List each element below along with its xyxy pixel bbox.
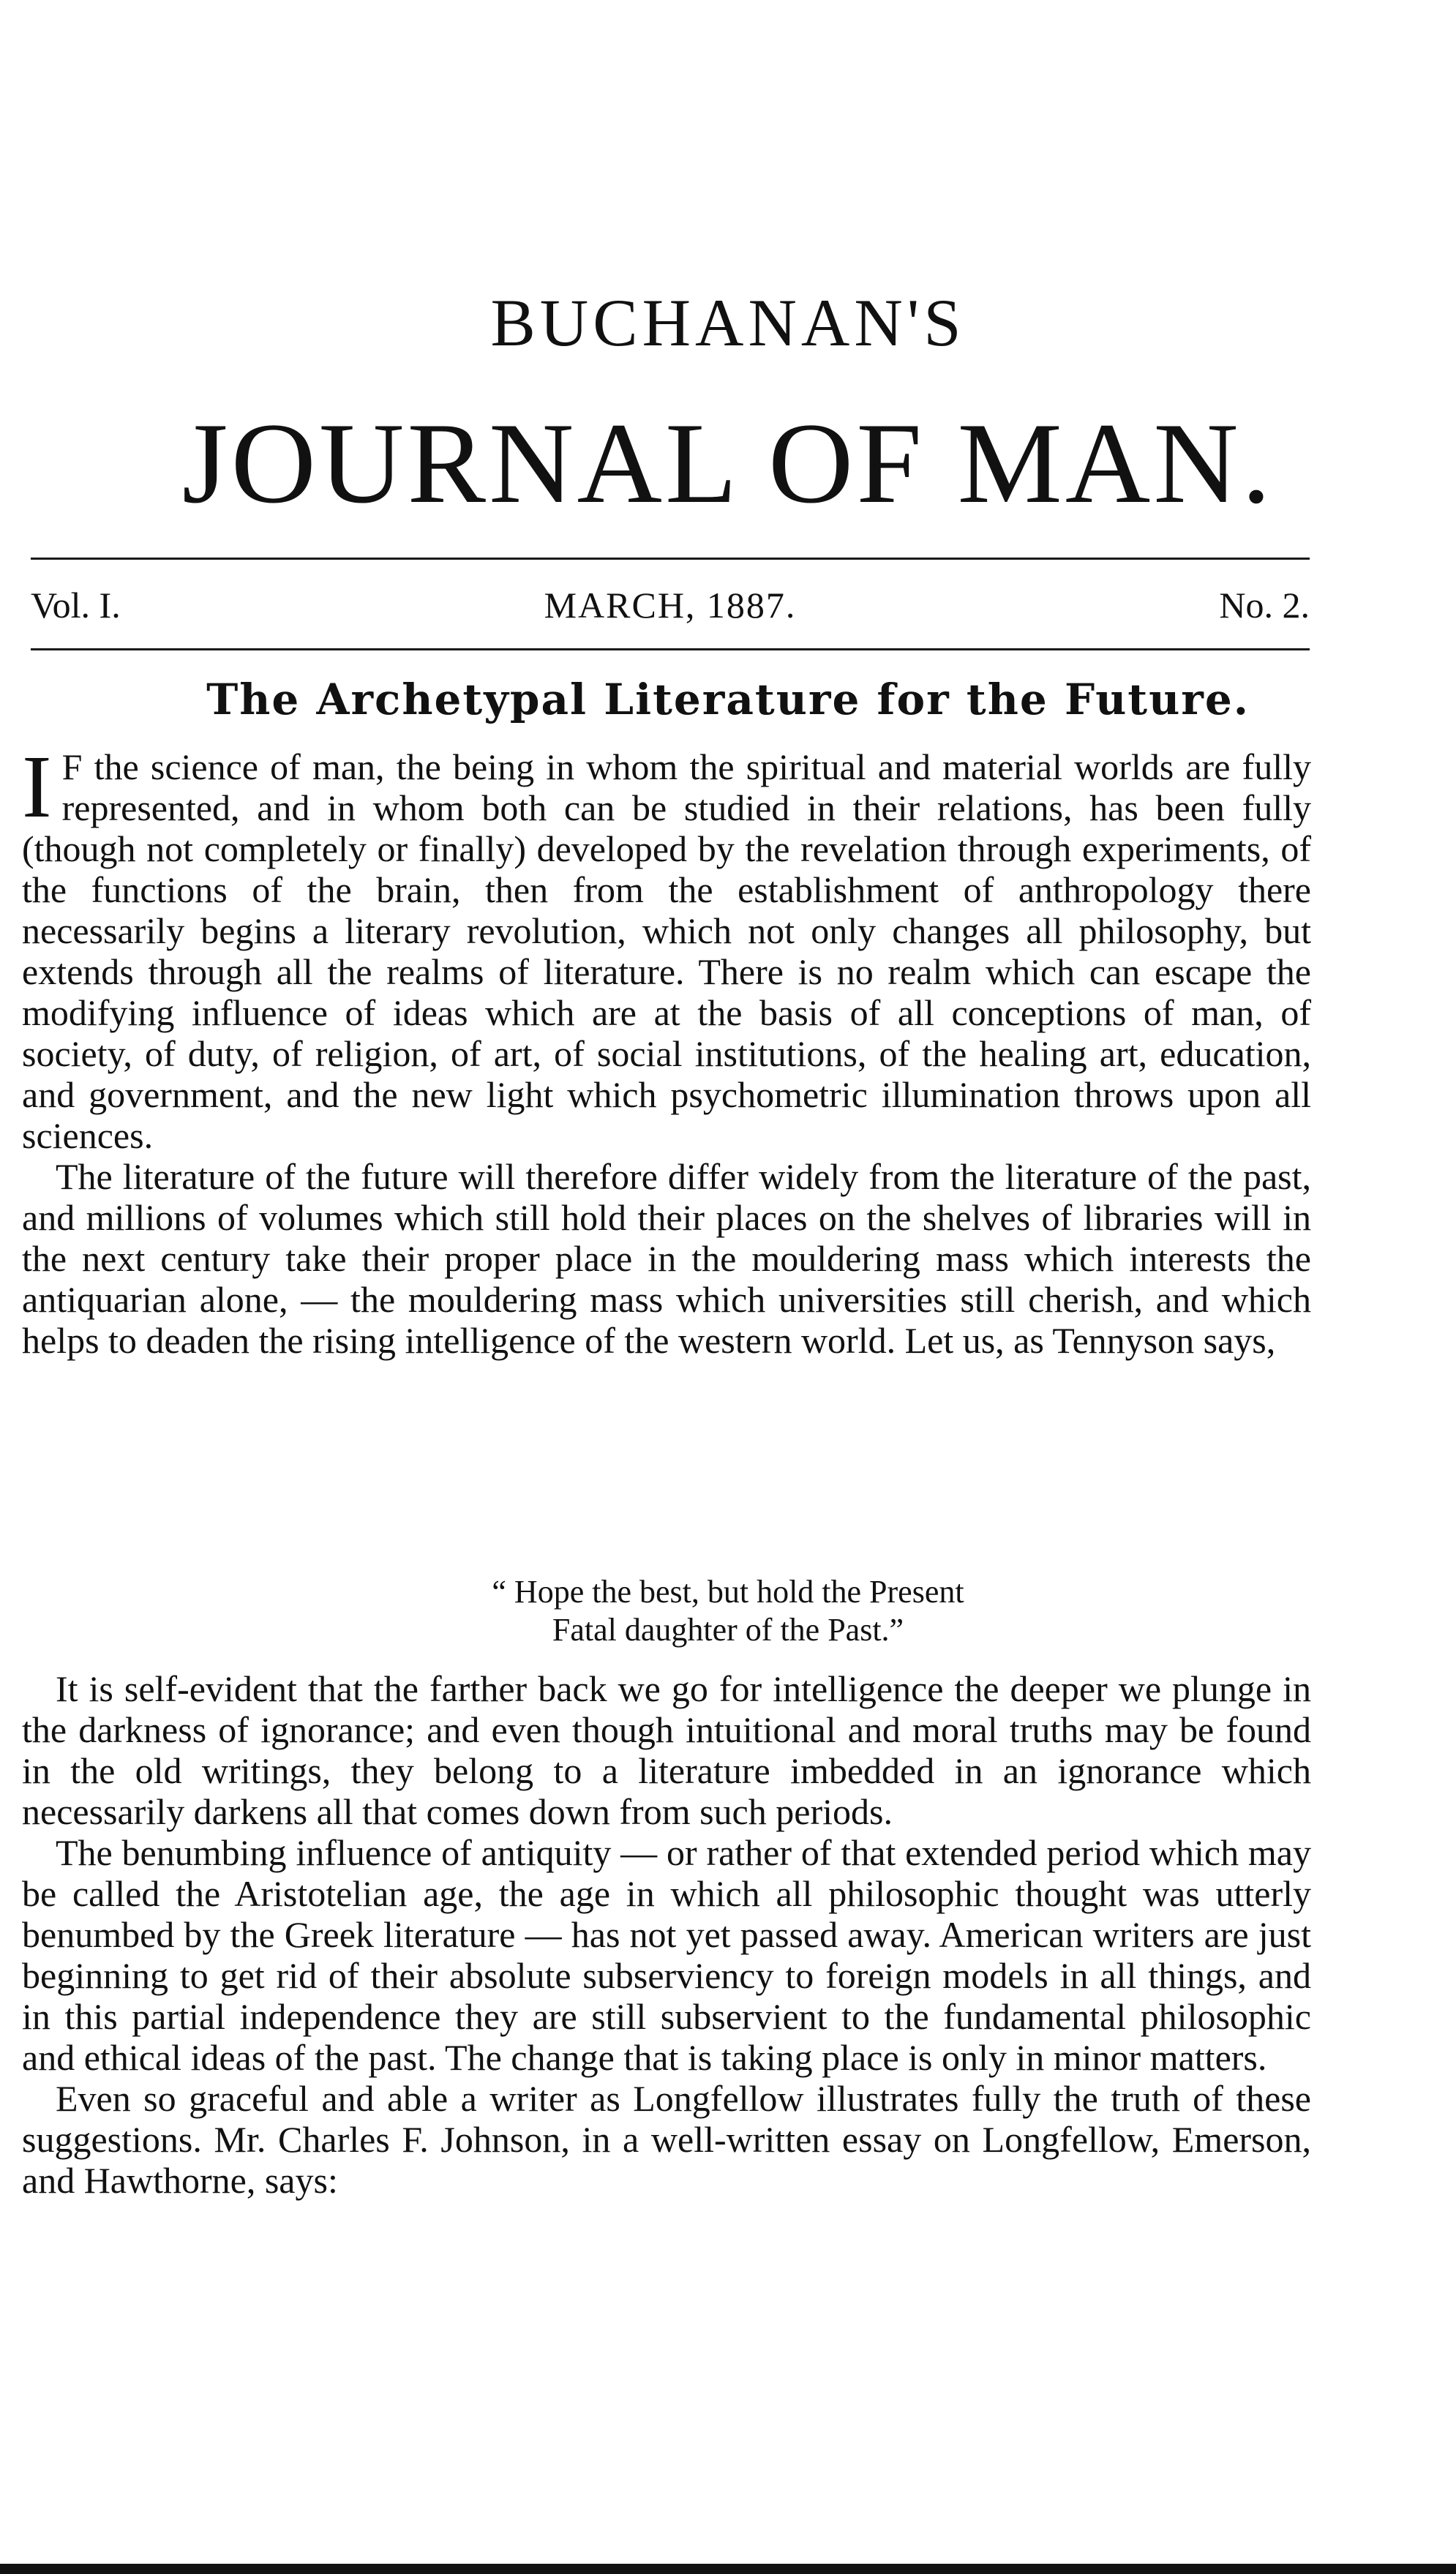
paragraph: The benumbing influence of antiquity — or rather of that extended period which may be called the Aristotelian age, the age in which all philosophic thought was utterly benumbed by the Greek literature — has not yet passed away. American writers are just beginning to get rid of their absolute subserviency to foreign models in all things, and in this partial independence they are still subservient to the fundamental philosophic and ethical ideas of the past. The change that is taking place is only in minor matters. xyxy=(22,1832,1311,2078)
volume-label: Vol. I. xyxy=(31,585,121,626)
masthead-publisher: BUCHANAN'S xyxy=(490,285,966,360)
paragraph xyxy=(22,738,1311,1156)
tennyson-quote xyxy=(0,1573,1456,1649)
issue-date: MARCH, 1887. xyxy=(544,585,797,626)
issue-line xyxy=(31,579,1310,631)
quote-line: “ Hope the best, but hold the Present xyxy=(492,1574,964,1610)
article-body-part1 xyxy=(22,738,1311,1361)
paragraph: The literature of the future will therefore differ widely from the literature of the past, and millions of volumes which still hold their places on the shelves of libraries will in the next century take their proper place in the mouldering mass which interests the antiquarian alone, — the mouldering mass which universities still cherish, and which helps to deaden the rising intelligence of the western world. Let us, as Tennyson says, xyxy=(22,1156,1311,1361)
paragraph: It is self-evident that the farther back we go for intelligence the deeper we plunge in the darkness of ignorance; and even though intuitional and moral truths may be found in the old writings, they belong to a literature imbedded in an ignorance which necessarily darkens all that comes down from such periods. xyxy=(22,1668,1311,1832)
page-edge-bar xyxy=(0,2564,1456,2574)
drop-cap: I xyxy=(22,738,52,836)
paragraph: Even so graceful and able a writer as Longfellow illustrates fully the truth of these suggestions. Mr. Charles F. Johnson, in a well-written essay on Longfellow, Emerson, and Hawthorne, says: xyxy=(22,2078,1311,2201)
article-body-part2 xyxy=(22,1668,1311,2201)
quote-line: Fatal daughter of the Past.” xyxy=(552,1612,904,1648)
paragraph-text: F the science of man, the being in whom the spiritual and material worlds are fully represented, and in whom both can be studied in their relations, has been fully (though not completely or finally) developed by the revelation through experiments, of the functions of the brain, then from the establishment of anthropology there necessarily begins a literary revolution, which not only changes all philosophy, but extends through all the realms of literature. There is no realm which can escape the modifying influence of ideas which are at the basis of all conceptions of man, of society, of duty, of religion, of art, of social institutions, of the healing art, education, and government, and the new light which psychometric illumination throws upon all sciences. xyxy=(22,746,1311,1156)
top-rule xyxy=(31,558,1310,560)
bottom-rule xyxy=(31,648,1310,650)
masthead-title: JOURNAL OF MAN. xyxy=(181,399,1275,528)
issue-number: No. 2. xyxy=(1219,585,1310,626)
article-title: The Archetypal Literature for the Future. xyxy=(206,675,1250,724)
